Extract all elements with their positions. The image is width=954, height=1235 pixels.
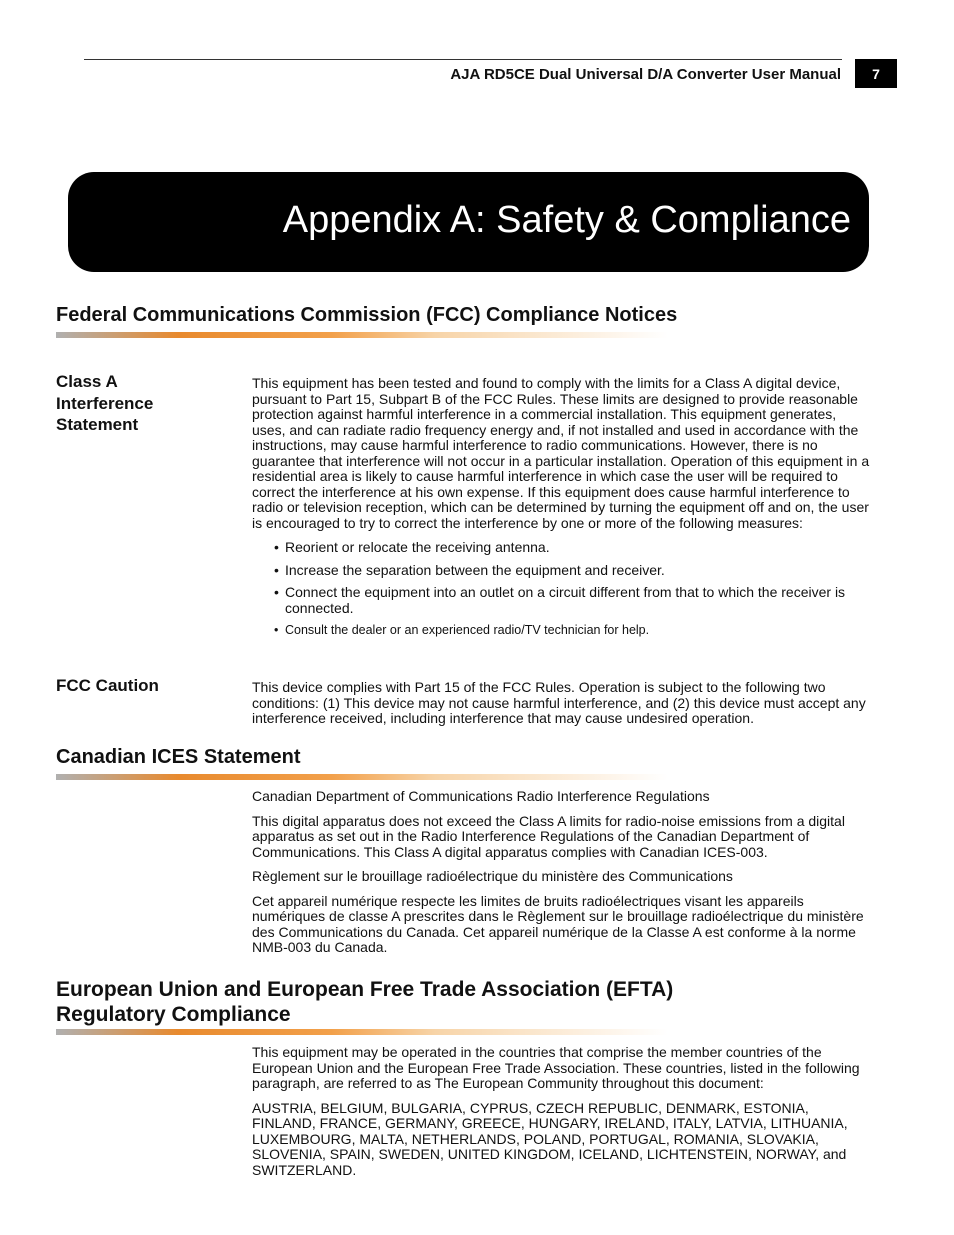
ices-heading-underline [56,774,668,780]
appendix-banner [68,172,869,272]
page-number-box [855,59,897,88]
list-item: • Consult the dealer or an experienced radio/TV technician for help. [272,623,870,639]
page-number: 7 [872,65,880,82]
fcc-caution-paragraph: This device complies with Part 15 of the FCC Rules. Operation is subject to the following two conditions: (1) This device may not cause harmful interference, and (2) this device must accept any interference received, including interference that may cause undesired operation. [252,679,866,726]
ices-paragraph: Cet appareil numérique respecte les limites de bruits radioélectriques visant les appareils numériques de classe A prescrites dans le Règlement sur le brouillage radioélectrique du ministère des Communications du Canada. Cet appareil numérique de la Classe A est conforme à la norme NMB-003 du Canada. [252,892,864,955]
list-item: • Reorient or relocate the receiving antenna. [272,540,870,556]
list-item: • Increase the separation between the equipment and receiver. [272,563,870,579]
eu-heading-line: European Union and European Free Trade Association (EFTA) [56,978,674,1001]
eu-heading-underline [56,1029,668,1035]
fcc-heading-underline [56,332,668,338]
manual-title: AJA RD5CE Dual Universal D/A Converter User Manual [450,66,841,83]
class-a-label-line: Statement [56,415,139,434]
ices-section-heading: Canadian ICES Statement [56,746,301,768]
ices-paragraph: Canadian Department of Communications Radio Interference Regulations [252,788,710,804]
eu-text [252,1045,870,1187]
ices-text [252,789,870,965]
fcc-caution-text [252,680,870,736]
class-a-text [252,376,870,646]
class-a-paragraph: This equipment has been tested and found to comply with the limits for a Class A digital device, pursuant to Part 15, Subpart B of the FCC Rules. These limits are designed to provide reasonable protection against harmful interference in a commercial installation. This equipment generates, uses, and can radiate radio frequency energy and, if not installed and used in accordance with the instructions, may cause harmful interference to radio communications. However, there is no guarantee that interference will not occur in a particular installation. Operation of this equipment in a residential area is likely to cause harmful interference in which case the user will be required to correct the interference at his own expense. If this equipment does cause harmful interference to radio or television reception, which can be determined by turning the equipment off and on, the user is encouraged to try to correct the interference by one or more of the following measures: [252,375,870,531]
fcc-section-heading: Federal Communications Commission (FCC) Compliance Notices [56,304,678,326]
class-a-label-line: Interference [56,393,154,413]
class-a-label-line: Class A [56,372,118,391]
eu-heading-line: Regulatory Compliance [56,1003,291,1026]
appendix-title: Appendix A: Safety & Compliance [282,199,851,241]
header-rule [84,59,842,60]
list-item: • Connect the equipment into an outlet on a circuit different from that to which the receiver is connected. [272,585,870,616]
class-a-label [56,371,153,436]
fcc-caution-label: FCC Caution [56,676,159,695]
ices-paragraph: This digital apparatus does not exceed the Class A limits for radio-noise emissions from a digital apparatus as set out in the Radio Interference Regulations of the Canadian Department of Communications. This Class A digital apparatus complies with Canadian ICES-003. [252,812,845,860]
measures-list [252,540,870,639]
eu-paragraph: This equipment may be operated in the countries that comprise the member countries of the European Union and the European Free Trade Association. These countries, listed in the following paragraph, are referred to as The European Community throughout this document: [252,1044,860,1091]
eu-section-heading [56,977,673,1027]
eu-country-list: AUSTRIA, BELGIUM, BULGARIA, CYPRUS, CZECH REPUBLIC, DENMARK, ESTONIA, FINLAND, FRANCE, GERMANY, GREECE, HUNGARY, IRELAND, ITALY, LATVIA, LITHUANIA, LUXEMBOURG, MALTA, NETHERLANDS, POLAND, PORTUGAL, ROMANIA, SLOVAKIA, SLOVENIA, SPAIN, SWEDEN, UNITED KINGDOM, ICELAND, LICHTENSTEIN, NORWAY, and SWITZERLAND. [252,1099,848,1178]
ices-paragraph: Règlement sur le brouillage radioélectrique du ministère des Communications [252,868,733,884]
